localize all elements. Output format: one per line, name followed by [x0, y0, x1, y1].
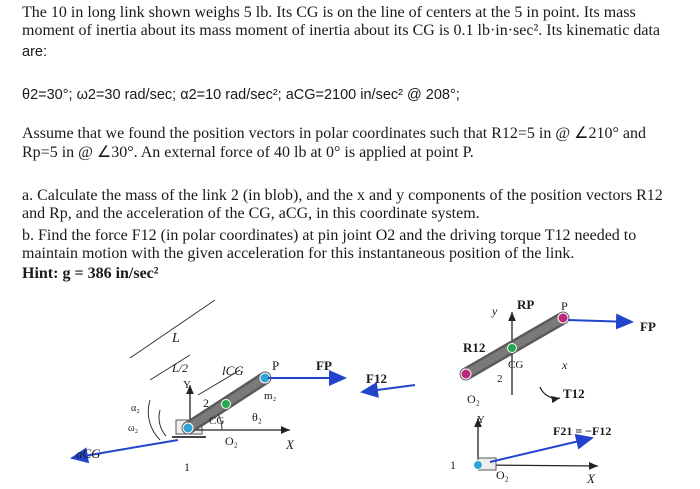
label-p-right: P [561, 299, 568, 313]
label-p-left: P [272, 358, 280, 373]
cg-marker-right [508, 344, 517, 353]
part-a-line-2: and Rp, and the acceleration of the CG, aCG, in this coordinate system. [22, 205, 480, 222]
problem-line-3: are: [22, 44, 47, 60]
label-x-bottom: X [587, 471, 595, 486]
label-o2-left: O₂ [225, 434, 238, 448]
label-y-left: Y [183, 379, 191, 391]
torque-t12-arc-icon [540, 387, 560, 398]
part-a-line-1: a. Calculate the mass of the link 2 (in blob), and the x and y components of the position vectors R12 [22, 187, 663, 204]
label-f21: F21 = −F12 [553, 424, 612, 438]
label-f12-mid: F12 [366, 371, 387, 386]
hint: Hint: g = 386 in/sec² [22, 265, 159, 282]
label-link-2-right: 2 [497, 373, 503, 385]
label-rp: RP [517, 297, 535, 312]
assume-line-2: Rp=5 in @ ∠30°. An external force of 40 lb at 0° is applied at point P. [22, 144, 474, 161]
problem-line-1: The 10 in long link shown weighs 5 lb. Its CG is on the line of centers at the 5 in point. Its mass [22, 4, 636, 21]
label-ground-1-left: 1 [184, 460, 190, 474]
assume-line-1: Assume that we found the position vectors in polar coordinates such that R12=5 in @ ∠210° and [22, 125, 646, 142]
label-cg-right: CG [508, 359, 524, 371]
label-x-right: x [562, 358, 568, 372]
label-t12: T12 [563, 386, 585, 401]
label-L2: L/2 [172, 361, 189, 375]
label-x-left: X [286, 437, 294, 452]
label-y-bottom: Y [477, 414, 485, 426]
label-theta2: θ₂ [252, 410, 262, 424]
label-cg-left: CG [209, 415, 225, 427]
label-alpha2: α₂ [131, 403, 140, 414]
problem-line-2: moment of inertia about its mass moment of inertia about its CG is 0.1 lb·in·sec². Its kinematic data [22, 22, 660, 39]
label-omega2: ω₂ [128, 423, 139, 434]
label-r12: R12 [463, 340, 486, 355]
label-L: L [172, 331, 180, 346]
label-o2-right: O₂ [467, 392, 480, 406]
label-link-2-left: 2 [203, 396, 209, 410]
label-fp-left: FP [316, 358, 332, 373]
label-m2: m₂ [264, 390, 277, 402]
pin-o2-bottom [474, 461, 483, 470]
label-fp-right: FP [640, 319, 656, 334]
label-ground-1-right: 1 [450, 458, 456, 472]
label-acg: aCG [76, 446, 101, 461]
pin-o2-right [461, 369, 471, 379]
label-lcg: lCG [222, 363, 244, 378]
label-o2-bottom: O₂ [496, 468, 509, 482]
force-fp-arrow-right [568, 320, 632, 322]
part-b-line-1: b. Find the force F12 (in polar coordinates) at pin joint O2 and the driving torque T12 needed to [22, 227, 637, 244]
force-f21-arrow [490, 438, 592, 462]
kinematic-data: θ2=30°; ω2=30 rad/sec; α2=10 rad/sec²; aCG=2100 in/sec² @ 208°; [22, 87, 460, 103]
label-y-right: y [492, 304, 498, 318]
part-b-line-2: maintain motion with the given acceleration for this instantaneous position of the link. [22, 245, 575, 262]
